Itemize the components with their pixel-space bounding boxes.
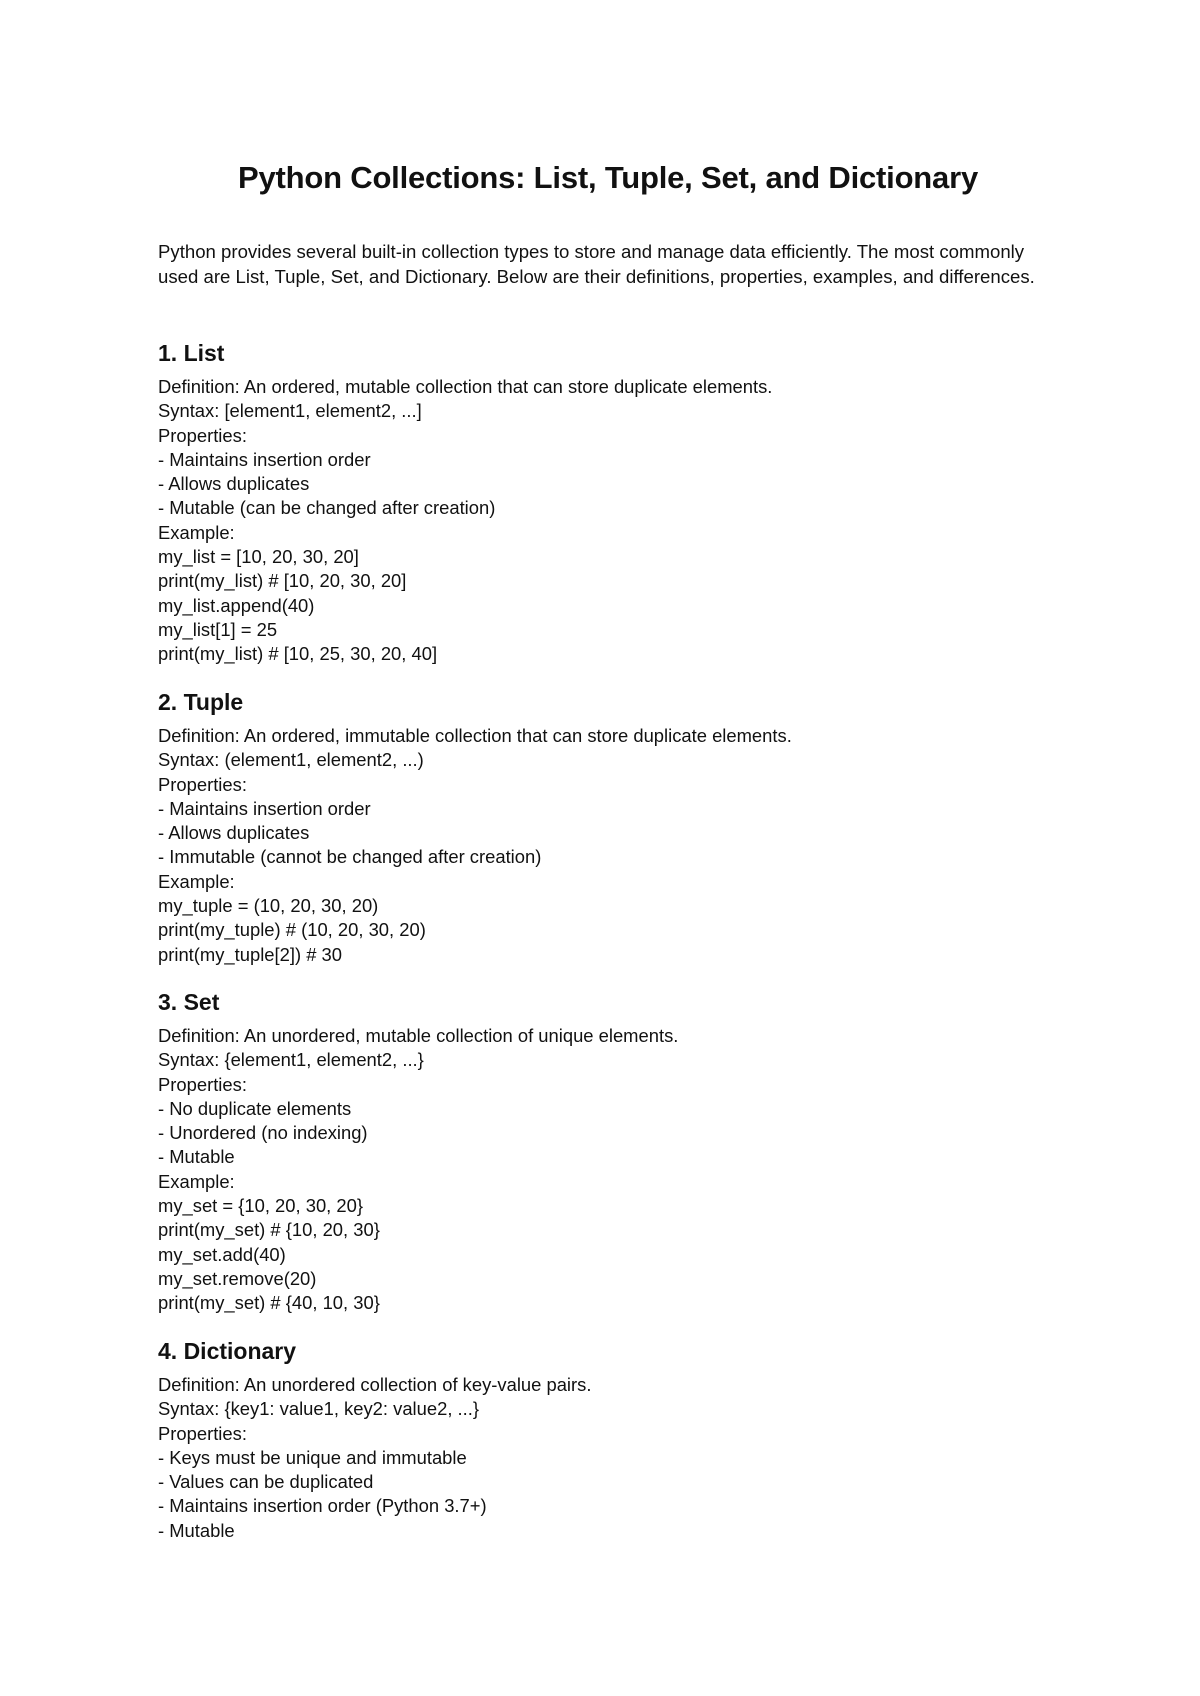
section-line: print(my_list) # [10, 25, 30, 20, 40] — [158, 643, 438, 665]
section-line: - Mutable — [158, 1519, 235, 1541]
section-line: print(my_set) # {10, 20, 30} — [158, 1219, 380, 1241]
section-heading: 4. Dictionary — [158, 1338, 297, 1364]
section-body — [158, 1024, 1038, 1316]
section-line: my_set.add(40) — [158, 1243, 286, 1265]
section-line: Definition: An unordered, mutable collection of unique elements. — [158, 1025, 679, 1046]
section-line: - Allows duplicates — [158, 822, 310, 844]
section-line: my_set.remove(20) — [158, 1267, 317, 1289]
section-line: - Values can be duplicated — [158, 1471, 374, 1493]
section-line: - No duplicate elements — [158, 1097, 352, 1119]
section-line: - Unordered (no indexing) — [158, 1122, 368, 1144]
section-line: Properties: — [158, 1073, 247, 1095]
section-line: - Immutable (cannot be changed after creation) — [158, 846, 542, 868]
section-tuple — [158, 687, 1038, 967]
section-line: Definition: An ordered, mutable collection that can store duplicate elements. — [158, 376, 773, 397]
section-line: Syntax: [element1, element2, ...] — [158, 400, 422, 422]
section-line: my_tuple = (10, 20, 30, 20) — [158, 895, 379, 917]
section-heading: 1. List — [158, 340, 225, 366]
section-line: Syntax: {element1, element2, ...} — [158, 1049, 424, 1071]
section-line: - Maintains insertion order (Python 3.7+) — [158, 1495, 487, 1517]
section-line: - Mutable (can be changed after creation) — [158, 497, 496, 519]
section-line: Syntax: (element1, element2, ...) — [158, 749, 424, 771]
intro-paragraph: Python provides several built-in collection types to store and manage data efficiently. The most commonly used are List, Tuple, Set, and Dictionary. Below are their definitions, properties, examples, and differences. — [158, 241, 1035, 287]
section-line: - Maintains insertion order — [158, 448, 371, 470]
section-dictionary — [158, 1336, 1038, 1543]
section-line: Example: — [158, 521, 235, 543]
section-line: Example: — [158, 870, 235, 892]
section-body — [158, 724, 1038, 967]
section-line: Definition: An unordered collection of key-value pairs. — [158, 1374, 592, 1395]
section-list — [158, 338, 1038, 667]
section-line: my_list.append(40) — [158, 594, 315, 616]
page-title: Python Collections: List, Tuple, Set, and Dictionary — [238, 160, 978, 195]
section-line: print(my_tuple[2]) # 30 — [158, 943, 342, 965]
section-heading: 3. Set — [158, 989, 220, 1015]
section-line: Properties: — [158, 424, 247, 446]
section-line: print(my_set) # {40, 10, 30} — [158, 1292, 380, 1314]
section-line: print(my_list) # [10, 20, 30, 20] — [158, 570, 407, 592]
section-line: - Mutable — [158, 1146, 235, 1168]
section-set — [158, 987, 1038, 1316]
section-line: Properties: — [158, 1422, 247, 1444]
section-body — [158, 1373, 1038, 1543]
section-line: - Allows duplicates — [158, 473, 310, 495]
section-line: my_set = {10, 20, 30, 20} — [158, 1195, 363, 1217]
section-body — [158, 375, 1038, 667]
section-line: - Keys must be unique and immutable — [158, 1446, 467, 1468]
section-line: my_list[1] = 25 — [158, 618, 278, 640]
section-line: Example: — [158, 1170, 235, 1192]
section-line: print(my_tuple) # (10, 20, 30, 20) — [158, 919, 426, 941]
section-heading: 2. Tuple — [158, 689, 244, 715]
section-line: Properties: — [158, 773, 247, 795]
section-line: Definition: An ordered, immutable collection that can store duplicate elements. — [158, 725, 792, 746]
section-line: my_list = [10, 20, 30, 20] — [158, 546, 359, 568]
section-line: - Maintains insertion order — [158, 797, 371, 819]
section-line: Syntax: {key1: value1, key2: value2, ...} — [158, 1398, 480, 1420]
